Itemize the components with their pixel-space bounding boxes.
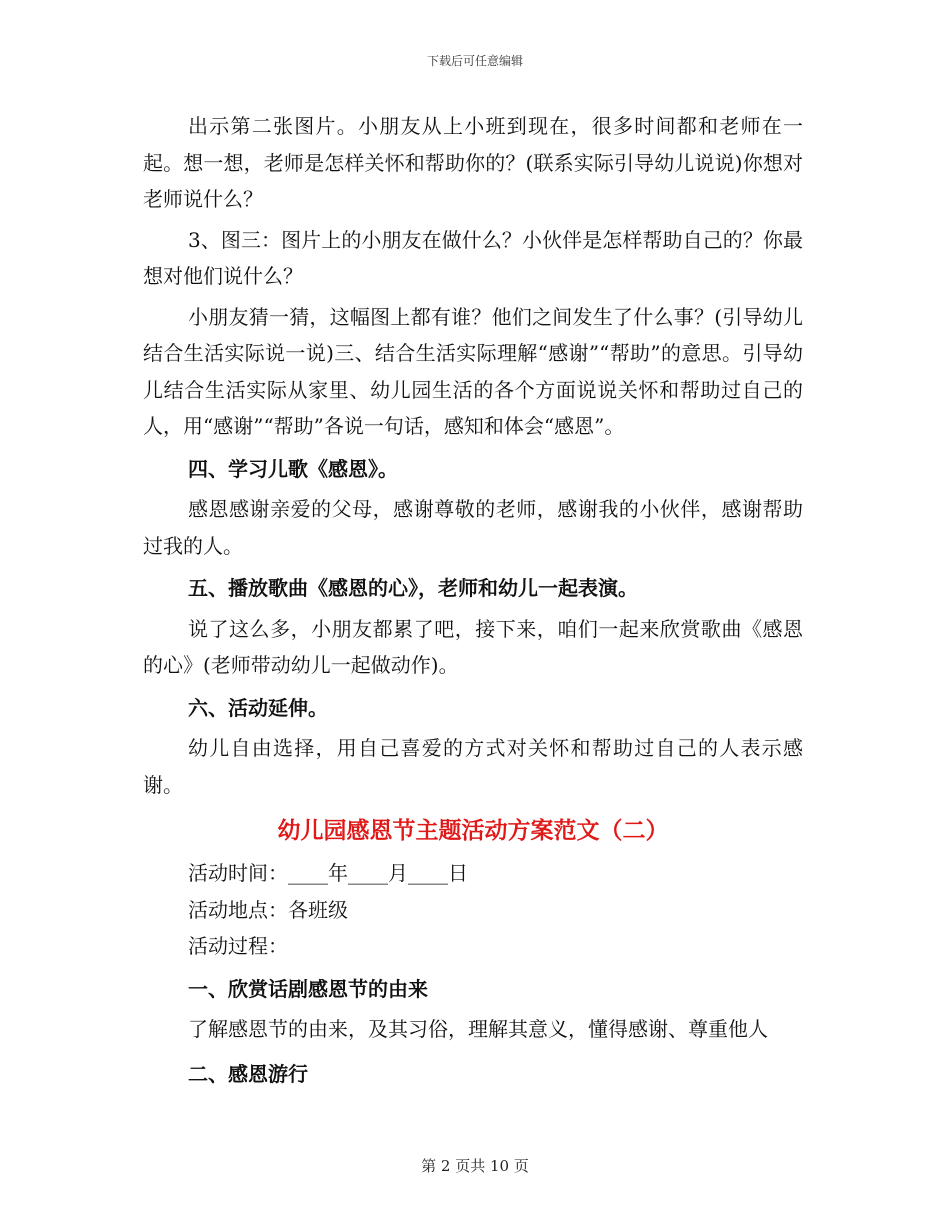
heading-drama: 一、欣赏话剧感恩节的由来 bbox=[188, 976, 428, 1001]
page-header: 下载后可任意编辑 bbox=[426, 54, 523, 68]
heading-parade: 二、感恩游行 bbox=[188, 1061, 308, 1086]
paragraph-picture-two: 出示第二张图片。小朋友从上小班到现在，很多时间都和老师在一起。想一想，老师是怎样关怀和帮助你的？(联系实际引导幼儿说说)你想对老师说什么？ bbox=[143, 114, 803, 211]
section-title: 幼儿园感恩节主题活动方案范文（二） bbox=[277, 817, 669, 844]
paragraph-picture-three: 3、图三：图片上的小朋友在做什么？小伙伴是怎样帮助自己的？你最想对他们说什么？ bbox=[143, 227, 803, 288]
activity-time: 活动时间：____年____月____日 bbox=[188, 861, 468, 885]
activity-place: 活动地点：各班级 bbox=[188, 897, 348, 922]
paragraph-drama: 了解感恩节的由来，及其习俗，理解其意义，懂得感谢、尊重他人 bbox=[188, 1017, 768, 1041]
paragraph-extension: 幼儿自由选择，用自己喜爱的方式对关怀和帮助过自己的人表示感谢。 bbox=[143, 736, 803, 797]
activity-process: 活动过程： bbox=[188, 934, 288, 958]
paragraph-enjoy-song: 说了这么多，小朋友都累了吧，接下来，咱们一起来欣赏歌曲《感恩的心》(老师带动幼儿一起做动作)。 bbox=[143, 616, 803, 677]
heading-play-song: 五、播放歌曲《感恩的心》，老师和幼儿一起表演。 bbox=[188, 576, 638, 600]
heading-extension: 六、活动延伸。 bbox=[188, 695, 328, 720]
paragraph-song-lyrics: 感恩感谢亲爱的父母，感谢尊敬的老师，感谢我的小伙伴，感谢帮助过我的人。 bbox=[143, 497, 803, 558]
document-body bbox=[143, 108, 803, 1096]
heading-learn-song: 四、学习儿歌《感恩》。 bbox=[188, 456, 398, 481]
page-footer: 第 2 页共 10 页 bbox=[421, 1157, 529, 1175]
paragraph-guess: 小朋友猜一猜，这幅图上都有谁？他们之间发生了什么事？(引导幼儿结合生活实际说一说)三、结合生活实际理解“感谢”“帮助”的意思。引导幼儿结合生活实际从家里、幼儿园生活的各个方面说说关怀和帮助过自己的人，用“感谢”“帮助”各说一句话，感知和体会“感恩”。 bbox=[143, 304, 803, 438]
